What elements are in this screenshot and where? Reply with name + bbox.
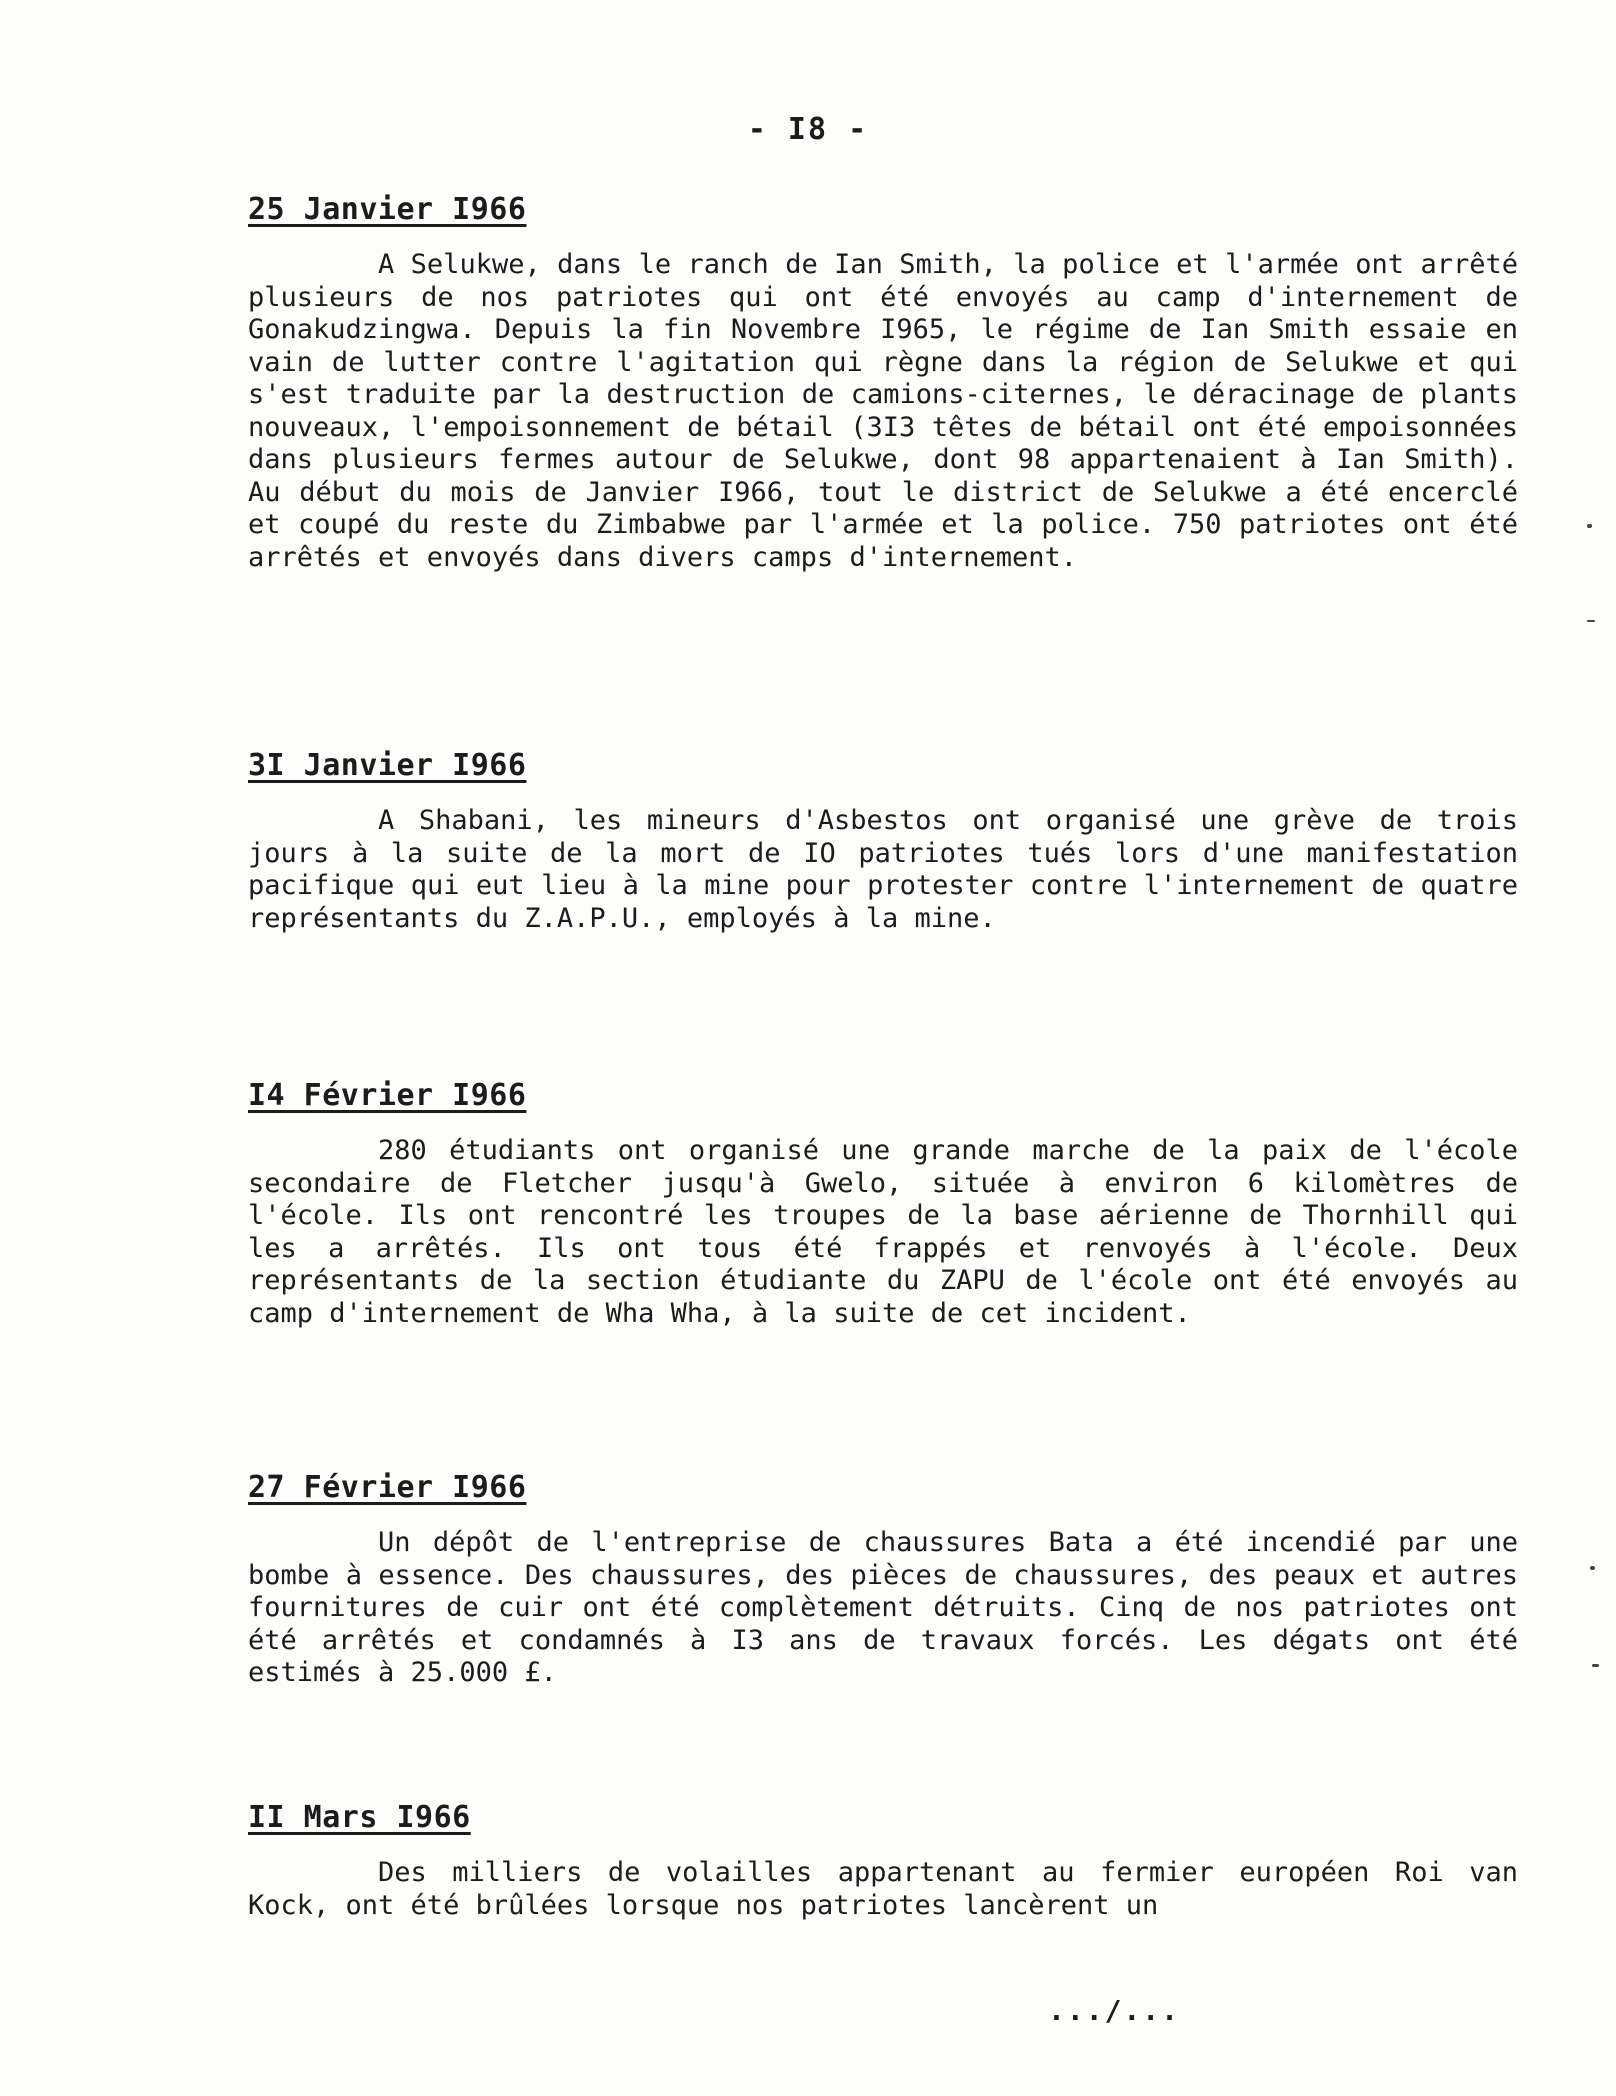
entry-date: 25 Janvier I966: [248, 192, 527, 227]
entry-body: Un dépôt de l'entreprise de chaussures Bata a été incendié par une bombe à essence. Des chaussures, des pièces de chaussures, des peaux et autres fournitures de cuir ont été complètement détruits. Cinq de nos patriotes ont été arrêtés et condamnés à I3 ans de travaux forcés. Les dégats ont été estimés à 25.000 £.: [248, 1527, 1518, 1688]
continuation-marker: .../...: [1048, 1994, 1181, 2027]
entry-date: I4 Février I966: [248, 1078, 527, 1113]
chronicle-entry: [248, 1470, 1518, 1690]
scan-speck: [1592, 1664, 1599, 1667]
chronicle-entry: [248, 748, 1518, 935]
entry-date: 27 Février I966: [248, 1470, 527, 1505]
entry-date: 3I Janvier I966: [248, 748, 527, 783]
entry-date: II Mars I966: [248, 1800, 471, 1835]
entry-body: 280 étudiants ont organisé une grande marche de la paix de l'école secondaire de Fletcher jusqu'à Gwelo, située à environ 6 kilomètres de l'école. Ils ont rencontré les troupes de la base aérienne de Thornhill qui les a arrêtés. Ils ont tous été frappés et renvoyés à l'école. Deux représentants de la section étudiante du ZAPU de l'école ont été envoyés au camp d'internement de Wha Wha, à la suite de cet incident.: [248, 1135, 1518, 1329]
entry-body: A Shabani, les mineurs d'Asbestos ont organisé une grève de trois jours à la suite de la mort de IO patriotes tués lors d'une manifestation pacifique qui eut lieu à la mine pour protester contre l'internement de quatre représentants du Z.A.P.U., employés à la mine.: [248, 805, 1518, 934]
page-number: - I8 -: [747, 112, 869, 147]
chronicle-entry: [248, 192, 1518, 574]
scan-speck: [1587, 524, 1592, 528]
scan-speck: [1590, 1566, 1595, 1570]
chronicle-entry: [248, 1800, 1518, 1922]
chronicle-entry: [248, 1078, 1518, 1330]
entry-body: Des milliers de volailles appartenant au fermier européen Roi van Kock, ont été brûlées lorsque nos patriotes lancèrent un: [248, 1857, 1518, 1921]
scan-speck: [1587, 620, 1595, 622]
entry-body: A Selukwe, dans le ranch de Ian Smith, la police et l'armée ont arrêté plusieurs de nos patriotes qui ont été envoyés au camp d'internement de Gonakudzingwa. Depuis la fin Novembre I965, le régime de Ian Smith essaie en vain de lutter contre l'agitation qui règne dans la région de Selukwe et qui s'est traduite par la destruction de camions-citernes, le déracinage de plants nouveaux, l'empoisonnement de bétail (3I3 têtes de bétail ont été empoisonnées dans plusieurs fermes autour de Selukwe, dont 98 appartenaient à Ian Smith). Au début du mois de Janvier I966, tout le district de Selukwe a été encerclé et coupé du reste du Zimbabwe par l'armée et la police. 750 patriotes ont été arrêtés et envoyés dans divers camps d'internement.: [248, 249, 1518, 573]
